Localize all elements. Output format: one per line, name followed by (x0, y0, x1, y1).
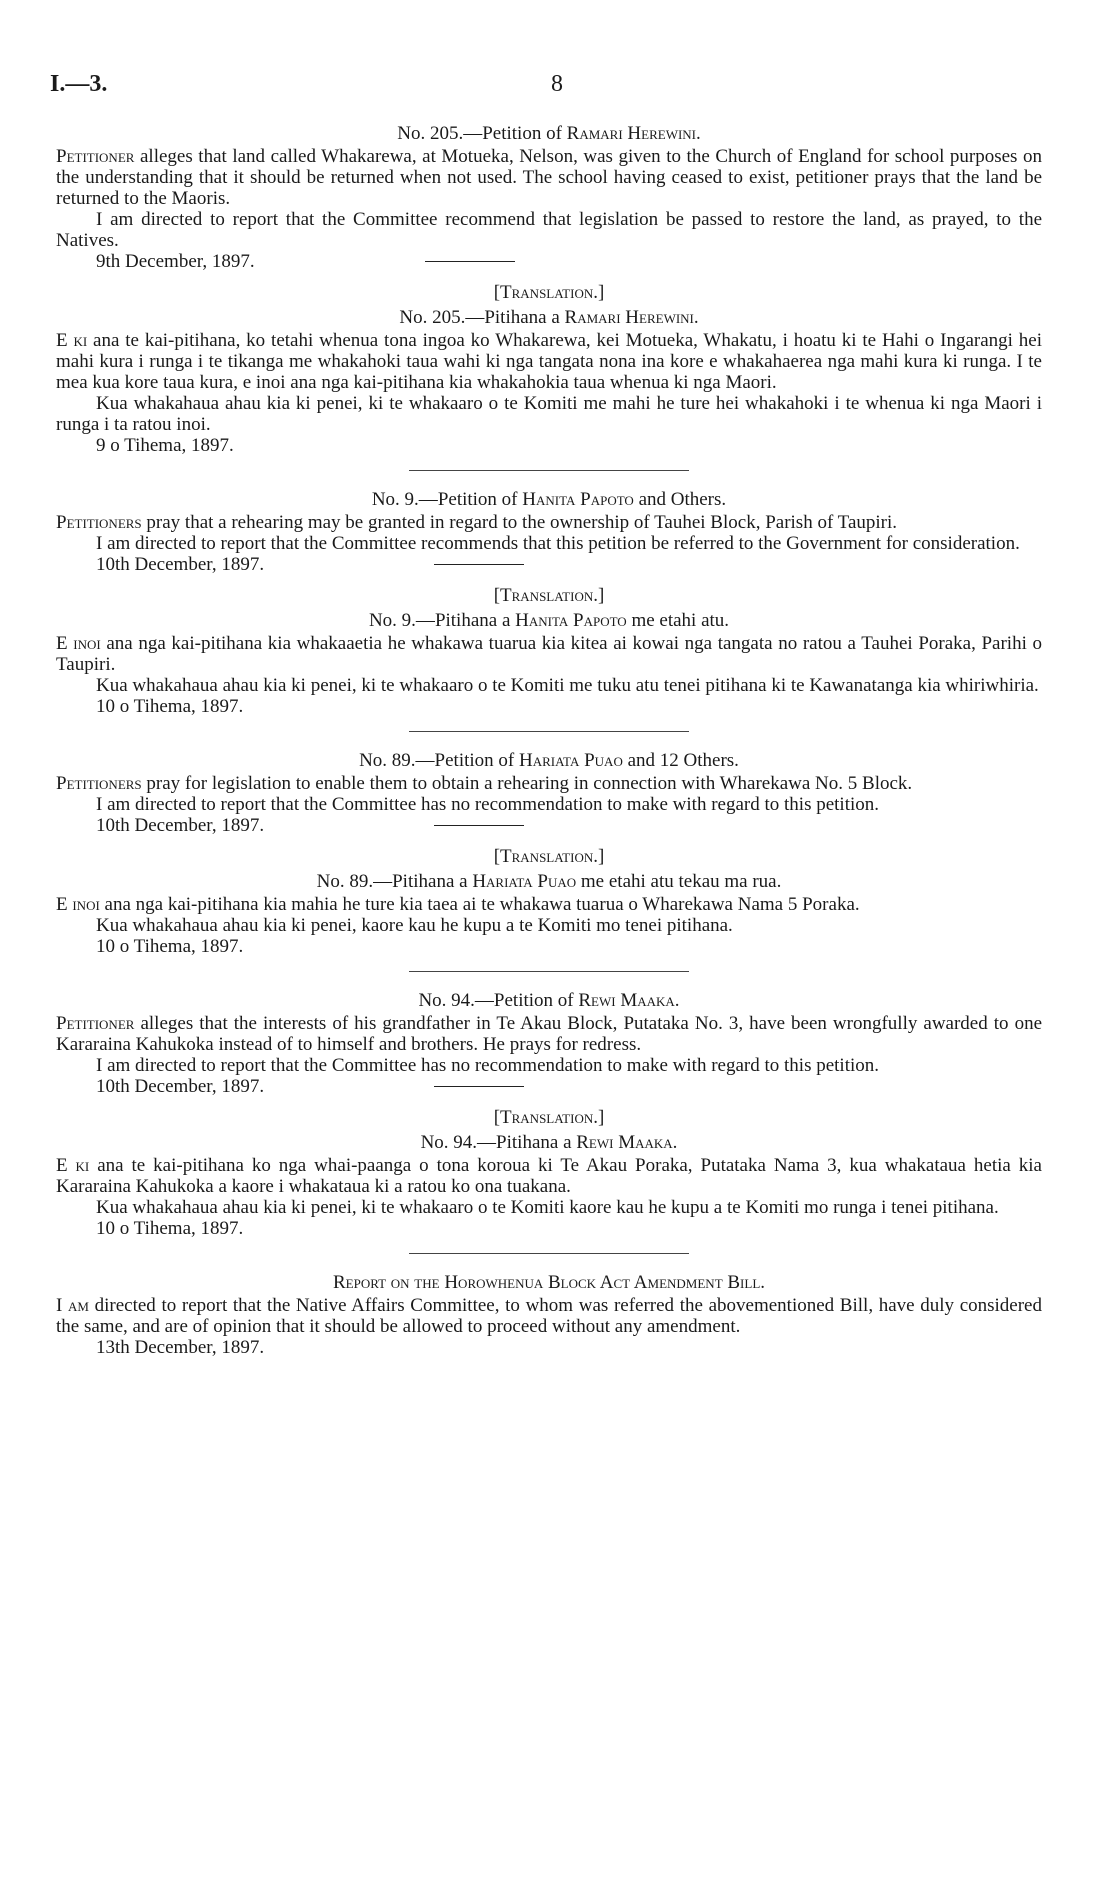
section-divider (409, 971, 689, 972)
section-heading: No. 9.—Petition of Hanita Papoto and Others. (371, 489, 727, 510)
short-rule (434, 1086, 524, 1087)
short-rule (425, 261, 515, 262)
translation-heading: No. 205.—Pitihana a Ramari Herewini. (399, 307, 699, 328)
translation-text: E ki ana te kai-pitihana ko nga whai-paanga o tona koroua ki Te Akau Poraka, Putataka Nama 3, kua whakataua hetia kia Kararaina Kahukoka a kaore i whakataua ki a ratou ko ona tuakana. (56, 1155, 1042, 1197)
petition-text: Petitioner alleges that the interests of his grandfather in Te Akau Block, Putataka No. 3, have been wrongfully awarded to one Kararaina Kahukoka instead of to himself and brothers. He prays for redress. (56, 1013, 1042, 1055)
translation-heading: No. 9.—Pitihana a Hanita Papoto me etahi atu. (368, 610, 730, 631)
petition-section (56, 990, 1042, 1254)
committee-report: I am directed to report that the Committee recommends that this petition be referred to the Government for consideration. (96, 533, 1020, 554)
translation-label: [Translation.] (493, 1107, 605, 1128)
translation-label: [Translation.] (493, 846, 605, 867)
section-divider (409, 470, 689, 471)
committee-report: I am directed to report that the Committee has no recommendation to make with regard to this petition. (96, 794, 880, 815)
translation-report: Kua whakahaua ahau kia ki penei, ki te whakaaro o te Komiti kaore kau he kupu a te Komiti mo runga i tenei pitihana. (96, 1197, 999, 1218)
section-heading: No. 205.—Petition of Ramari Herewini. (397, 123, 701, 144)
petition-section (56, 123, 1042, 471)
page-number: 8 (551, 71, 563, 97)
page-header (50, 71, 1064, 104)
translation-report: Kua whakahaua ahau kia ki penei, ki te whakaaro o te Komiti me mahi he ture hei whakahoki i te whenua ki nga Maori i runga i ta ratou inoi. (56, 393, 1042, 435)
translation-date: 10 o Tihema, 1897. (96, 936, 244, 957)
short-rule (434, 825, 524, 826)
bill-report-heading: Report on the Horowhenua Block Act Amendment Bill. (332, 1272, 766, 1293)
committee-report: I am directed to report that the Committee recommend that legislation be passed to restore the land, as prayed, to the Natives. (56, 209, 1042, 251)
bill-report-date: 13th December, 1897. (96, 1337, 265, 1358)
petition-text: Petitioner alleges that land called Whakarewa, at Motueka, Nelson, was given to the Church of England for school purposes on the understanding that it should be returned when not used. The school having ceased to exist, petitioner prays that the land be returned to the Maoris. (56, 146, 1042, 209)
translation-label: [Translation.] (493, 282, 605, 303)
translation-text: E ki ana te kai-pitihana, ko tetahi whenua tona ingoa ko Whakarewa, kei Motueka, Whakatu, i hoatu ki te Hahi o Ingarangi hei mahi kura i runga i te tikanga me whakahoki taua wahi ki nga tangata nona ina kore e whakahaerea nga mahi kura ki runga. I te mea kua kore taua kura, e inoi ana nga kai-pitihana kia whakahokia taua whenua ki nga Maori. (56, 330, 1042, 393)
petition-text: Petitioners pray for legislation to enable them to obtain a rehearing in connection with Wharekawa No. 5 Block. (56, 773, 913, 794)
translation-report: Kua whakahaua ahau kia ki penei, ki te whakaaro o te Komiti me tuku atu tenei pitihana ki te Kawanatanga kia whiriwhiria. (96, 675, 1039, 696)
report-date: 10th December, 1897. (96, 554, 265, 575)
translation-date: 10 o Tihema, 1897. (96, 1218, 244, 1239)
translation-heading: No. 89.—Pitihana a Hariata Puao me etahi atu tekau ma rua. (316, 871, 782, 892)
page-reference: I.—3. (50, 71, 108, 97)
bill-report-section (56, 1272, 1042, 1358)
translation-date: 10 o Tihema, 1897. (96, 696, 244, 717)
section-divider (409, 1253, 689, 1254)
document-body (56, 123, 1042, 1358)
short-rule (434, 564, 524, 565)
section-heading: No. 89.—Petition of Hariata Puao and 12 Others. (359, 750, 739, 771)
committee-report: I am directed to report that the Committee has no recommendation to make with regard to this petition. (96, 1055, 880, 1076)
section-heading: No. 94.—Petition of Rewi Maaka. (418, 990, 680, 1011)
translation-date: 9 o Tihema, 1897. (96, 435, 234, 456)
petition-section (56, 489, 1042, 732)
translation-label: [Translation.] (493, 585, 605, 606)
translation-report: Kua whakahaua ahau kia ki penei, kaore kau he kupu a te Komiti mo tenei pitihana. (96, 915, 733, 936)
section-divider (409, 731, 689, 732)
report-date: 10th December, 1897. (96, 1076, 265, 1097)
report-date: 9th December, 1897. (96, 251, 255, 272)
bill-report-text: I am directed to report that the Native Affairs Committee, to whom was referred the abovementioned Bill, have duly considered the same, and are of opinion that it should be allowed to proceed without any amendment. (56, 1295, 1042, 1337)
translation-heading: No. 94.—Pitihana a Rewi Maaka. (420, 1132, 678, 1153)
translation-text: E inoi ana nga kai-pitihana kia mahia he ture kia taea ai te whakawa tuarua o Wharekawa Nama 5 Poraka. (56, 894, 860, 915)
petition-section (56, 750, 1042, 972)
petition-text: Petitioners pray that a rehearing may be granted in regard to the ownership of Tauhei Block, Parish of Taupiri. (56, 512, 898, 533)
translation-text: E inoi ana nga kai-pitihana kia whakaaetia he whakawa tuarua kia kitea ai kowai nga tangata no ratou a Tauhei Poraka, Parihi o Taupiri. (56, 633, 1042, 675)
report-date: 10th December, 1897. (96, 815, 265, 836)
